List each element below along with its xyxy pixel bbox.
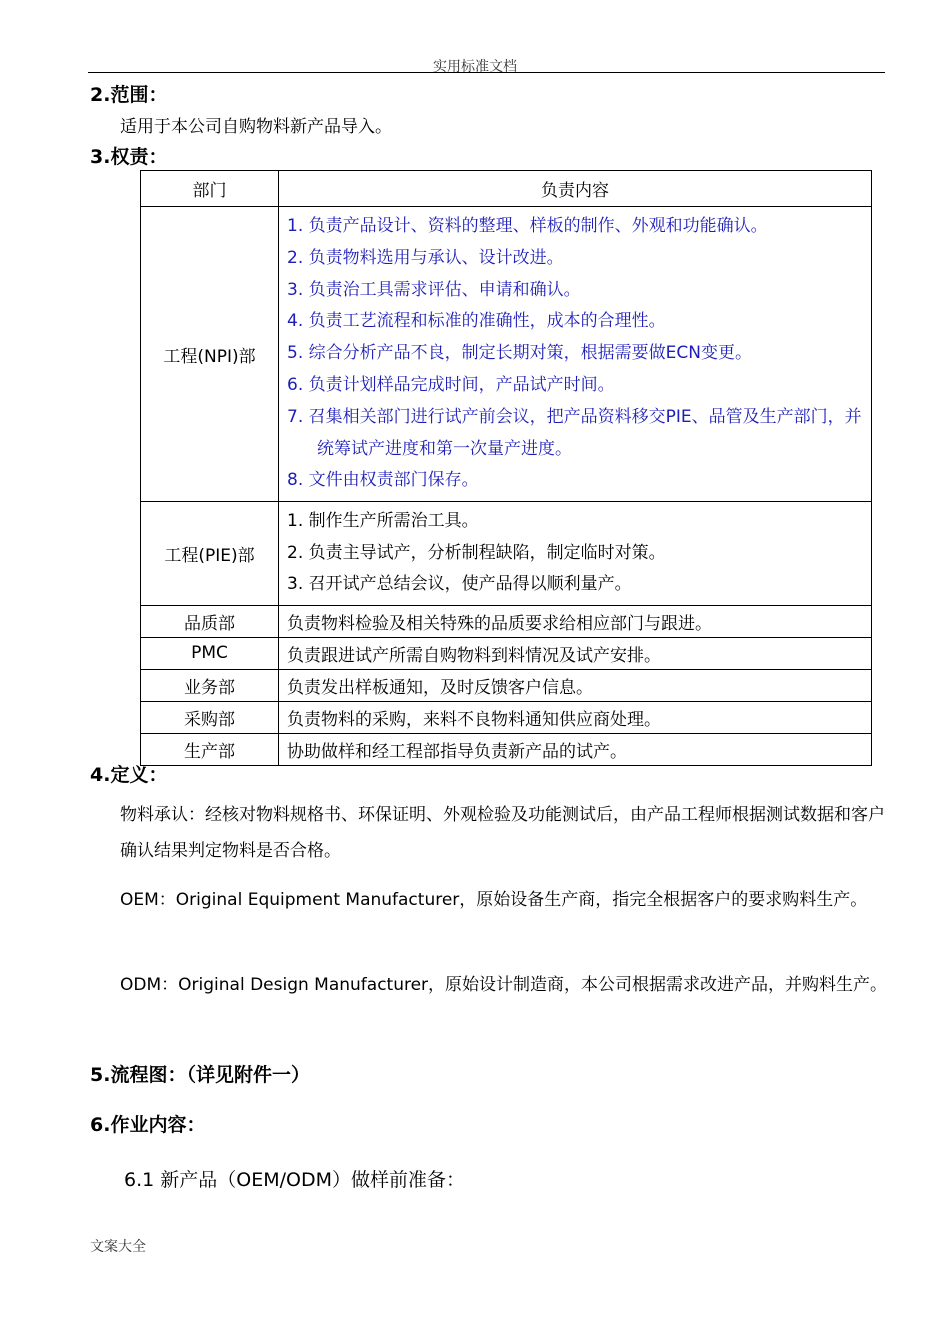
- heading-flowchart: 5.流程图：（详见附件一）: [90, 1064, 310, 1086]
- header-department: 部门: [141, 171, 279, 207]
- npi-item: 2. 负责物料选用与承认、设计改进。: [287, 247, 564, 268]
- npi-content: [279, 207, 872, 502]
- table-row: [141, 605, 872, 637]
- subheading-6-1: 6.1 新产品（OEM/ODM）做样前准备：: [124, 1169, 465, 1191]
- npi-item: 6. 负责计划样品完成时间，产品试产时间。: [287, 374, 615, 395]
- page-header-title: 实用标准文档: [433, 59, 517, 75]
- table-row: [141, 502, 872, 606]
- production-content: 协助做样和经工程部指导负责新产品的试产。: [279, 733, 872, 765]
- sales-content: 负责发出样板通知，及时反馈客户信息。: [279, 669, 872, 701]
- scope-text: 适用于本公司自购物料新产品导入。: [120, 117, 392, 137]
- definition-material: 物料承认：经核对物料规格书、环保证明、外观检验及功能测试后，由产品工程师根据测试数据和客户确认结果判定物料是否合格。: [120, 805, 885, 861]
- npi-item: 8. 文件由权责部门保存。: [287, 470, 479, 491]
- dept-production: 生产部: [141, 733, 279, 765]
- pie-item: 3. 召开试产总结会议，使产品得以顺利量产。: [287, 574, 632, 595]
- qa-content: 负责物料检验及相关特殊的品质要求给相应部门与跟进。: [279, 605, 872, 637]
- dept-pmc: PMC: [141, 637, 279, 669]
- dept-qa: 品质部: [141, 605, 279, 637]
- pie-item: 1. 制作生产所需治工具。: [287, 511, 479, 532]
- table-row: [141, 669, 872, 701]
- npi-item: 3. 负责治工具需求评估、申请和确认。: [287, 279, 581, 300]
- table-row: [141, 637, 872, 669]
- dept-purchase: 采购部: [141, 701, 279, 733]
- npi-item: 4. 负责工艺流程和标准的准确性，成本的合理性。: [287, 311, 666, 332]
- dept-pie: 工程(PIE)部: [141, 502, 279, 606]
- heading-definition: 4.定义：: [90, 764, 168, 786]
- responsibility-table: [140, 170, 872, 766]
- heading-work: 6.作业内容：: [90, 1114, 206, 1136]
- npi-item: 7. 召集相关部门进行试产前会议，把产品资料移交PIE、品管及生产部门，并统筹试产进度和第一次量产进度。: [287, 406, 862, 459]
- heading-responsibility: 3.权责：: [90, 146, 168, 168]
- header-rule: [88, 72, 885, 73]
- npi-item: 5. 综合分析产品不良，制定长期对策，根据需要做ECN变更。: [287, 343, 752, 364]
- definition-odm: ODM：Original Design Manufacturer，原始设计制造商，本公司根据需求改进产品，并购料生产。: [120, 975, 888, 995]
- pmc-content: 负责跟进试产所需自购物料到料情况及试产安排。: [279, 637, 872, 669]
- table-row: [141, 701, 872, 733]
- npi-item: 1. 负责产品设计、资料的整理、样板的制作、外观和功能确认。: [287, 216, 768, 236]
- purchase-content: 负责物料的采购，来料不良物料通知供应商处理。: [279, 701, 872, 733]
- definition-oem: OEM：Original Equipment Manufacturer，原始设备生产商，指完全根据客户的要求购料生产。: [120, 890, 868, 910]
- table-row: [141, 207, 872, 502]
- dept-sales: 业务部: [141, 669, 279, 701]
- page-footer: 文案大全: [90, 1239, 146, 1255]
- pie-item: 2. 负责主导试产，分析制程缺陷，制定临时对策。: [287, 542, 666, 563]
- table-row: [141, 733, 872, 765]
- table-header-row: [141, 171, 872, 207]
- pie-content: [279, 502, 872, 606]
- header-responsibility: 负责内容: [279, 171, 872, 207]
- heading-scope: 2.范围：: [90, 84, 168, 106]
- dept-npi: 工程(NPI)部: [141, 207, 279, 502]
